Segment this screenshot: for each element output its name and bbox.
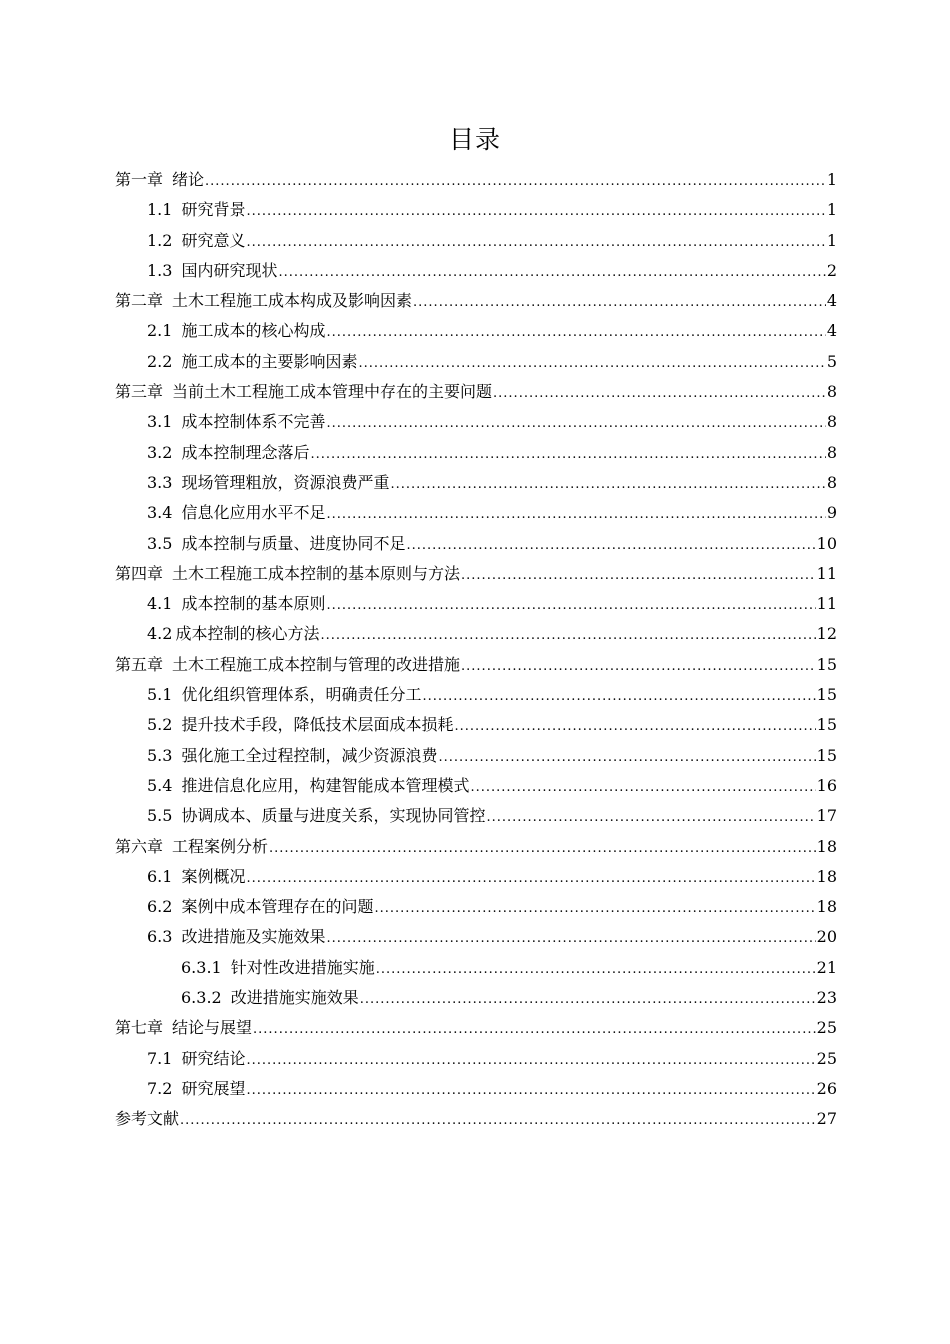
toc-list	[115, 165, 837, 1135]
toc-entry[interactable]	[115, 953, 837, 983]
toc-entry-page: 4	[826, 291, 837, 311]
toc-entry-label	[147, 771, 469, 801]
toc-entry-title: 改进措施实施效果	[230, 988, 359, 1008]
toc-dot-leader	[326, 498, 825, 530]
toc-entry-label	[115, 286, 412, 316]
page-title: 目录	[448, 125, 501, 154]
toc-entry-number: 1.2	[147, 230, 173, 250]
toc-entry-title: 优化组织管理体系，明确责任分工	[181, 685, 422, 705]
toc-entry-title: 协调成本、质量与进度关系，实现协同管控	[181, 806, 486, 826]
toc-entry-label	[147, 256, 277, 286]
toc-entry-label	[147, 1074, 245, 1104]
toc-entry-number: 2.1	[147, 321, 173, 341]
toc-entry-page: 8	[826, 442, 837, 462]
toc-entry-number: 5.2	[147, 715, 173, 735]
toc-entry-page: 23	[816, 988, 837, 1008]
toc-dot-leader	[310, 438, 825, 470]
toc-entry-label	[147, 922, 325, 952]
toc-entry-label	[115, 377, 492, 407]
toc-entry[interactable]	[115, 619, 837, 649]
toc-entry-page: 2	[826, 260, 837, 280]
toc-dot-leader	[326, 922, 815, 954]
toc-entry-label	[181, 983, 359, 1013]
toc-entry-title: 土木工程施工成本控制与管理的改进措施	[172, 654, 461, 674]
toc-dot-leader	[422, 680, 815, 712]
toc-entry[interactable]	[115, 256, 837, 286]
toc-entry[interactable]	[115, 680, 837, 710]
toc-entry-title: 案例中成本管理存在的问题	[181, 897, 374, 917]
toc-dot-leader	[406, 529, 815, 561]
toc-entry-number: 3.2	[147, 442, 173, 462]
toc-entry-page: 17	[816, 806, 837, 826]
toc-entry-label	[147, 468, 389, 498]
toc-entry-title: 国内研究现状	[181, 260, 278, 280]
toc-entry-page: 18	[816, 897, 837, 917]
toc-dot-leader	[246, 1044, 815, 1076]
toc-entry-label	[181, 953, 375, 983]
toc-entry[interactable]	[115, 892, 837, 922]
toc-entry-label	[147, 892, 373, 922]
toc-dot-leader	[246, 862, 815, 894]
toc-dot-leader	[320, 619, 815, 651]
toc-entry-title: 成本控制的基本原则	[181, 594, 326, 614]
toc-entry-number: 7.1	[147, 1048, 173, 1068]
toc-entry[interactable]	[115, 1074, 837, 1104]
toc-entry-page: 26	[816, 1078, 837, 1098]
toc-entry[interactable]	[115, 801, 837, 831]
toc-entry-number: 4.1	[147, 594, 173, 614]
toc-entry-title: 信息化应用水平不足	[181, 503, 326, 523]
toc-entry[interactable]	[115, 771, 837, 801]
toc-entry[interactable]	[115, 407, 837, 437]
toc-dot-leader	[326, 316, 825, 348]
toc-entry-title: 施工成本的主要影响因素	[181, 351, 358, 371]
toc-entry[interactable]	[115, 529, 837, 559]
toc-entry-label	[147, 498, 325, 528]
toc-entry-title: 针对性改进措施实施	[230, 957, 375, 977]
toc-entry-label	[147, 801, 485, 831]
toc-dot-leader	[360, 983, 816, 1015]
toc-entry-title: 土木工程施工成本控制的基本原则与方法	[172, 563, 461, 583]
toc-entry-title: 改进措施及实施效果	[181, 927, 326, 947]
toc-entry-label	[147, 529, 405, 559]
toc-entry-page: 1	[826, 230, 837, 250]
toc-entry-page: 4	[826, 321, 837, 341]
toc-entry-label	[147, 195, 245, 225]
toc-dot-leader	[358, 347, 825, 379]
toc-dot-leader	[269, 832, 816, 864]
toc-entry-number: 3.5	[147, 533, 173, 553]
toc-entry[interactable]	[115, 589, 837, 619]
toc-entry-number: 第四章	[115, 563, 164, 583]
toc-entry[interactable]	[115, 1104, 837, 1134]
toc-entry[interactable]	[115, 226, 837, 256]
toc-entry-page: 11	[816, 594, 837, 614]
toc-dot-leader	[180, 1104, 816, 1136]
toc-entry-page: 8	[826, 472, 837, 492]
toc-entry-title: 提升技术手段，降低技术层面成本损耗	[181, 715, 454, 735]
toc-entry-title: 研究展望	[181, 1078, 246, 1098]
toc-entry-label	[115, 650, 460, 680]
toc-entry-label	[147, 316, 325, 346]
toc-entry-page: 11	[816, 563, 837, 583]
toc-entry-page: 18	[816, 836, 837, 856]
toc-entry-number: 4.2	[147, 624, 173, 644]
toc-dot-leader	[461, 559, 816, 591]
toc-entry-label	[147, 619, 319, 649]
toc-dot-leader	[493, 377, 826, 409]
toc-entry-number: 6.3.2	[181, 988, 222, 1008]
toc-entry-title: 工程案例分析	[172, 836, 269, 856]
toc-entry-number: 6.3.1	[181, 957, 222, 977]
toc-entry-title: 成本控制的核心方法	[175, 624, 320, 644]
toc-dot-leader	[390, 468, 825, 500]
toc-dot-leader	[470, 771, 815, 803]
toc-entry-page: 18	[816, 866, 837, 886]
toc-dot-leader	[246, 195, 825, 227]
toc-entry-title: 推进信息化应用，构建智能成本管理模式	[181, 775, 470, 795]
toc-entry-title: 研究结论	[181, 1048, 246, 1068]
toc-dot-leader	[376, 953, 816, 985]
toc-entry-title: 当前土木工程施工成本管理中存在的主要问题	[172, 382, 493, 402]
toc-dot-leader	[454, 710, 815, 742]
toc-entry-page: 15	[816, 745, 837, 765]
toc-entry-page: 12	[816, 624, 837, 644]
toc-dot-leader	[326, 407, 825, 439]
toc-entry[interactable]	[115, 347, 837, 377]
toc-entry-label	[147, 741, 437, 771]
toc-dot-leader	[486, 801, 815, 833]
toc-entry-page: 15	[816, 715, 837, 735]
toc-entry-title: 施工成本的核心构成	[181, 321, 326, 341]
toc-entry-title: 现场管理粗放，资源浪费严重	[181, 472, 390, 492]
toc-entry[interactable]	[115, 1013, 837, 1043]
toc-entry-title: 参考文献	[115, 1109, 180, 1129]
toc-entry[interactable]	[115, 559, 837, 589]
toc-entry-number: 6.2	[147, 897, 173, 917]
toc-entry-page: 20	[816, 927, 837, 947]
toc-entry[interactable]	[115, 468, 837, 498]
toc-entry-number: 3.4	[147, 503, 173, 523]
toc-entry-title: 结论与展望	[172, 1018, 253, 1038]
toc-entry-number: 第一章	[115, 170, 164, 189]
toc-entry-number: 第五章	[115, 654, 164, 674]
toc-entry[interactable]	[115, 983, 837, 1013]
toc-entry-number: 第六章	[115, 836, 164, 856]
toc-entry-label	[115, 1013, 252, 1043]
toc-entry[interactable]	[115, 710, 837, 740]
toc-entry-number: 6.3	[147, 927, 173, 947]
toc-entry-title: 强化施工全过程控制，减少资源浪费	[181, 745, 438, 765]
toc-entry-title: 成本控制理念落后	[181, 442, 310, 462]
toc-dot-leader	[246, 226, 825, 258]
toc-entry-number: 5.4	[147, 775, 173, 795]
toc-entry-number: 6.1	[147, 866, 173, 886]
toc-entry-page: 1	[826, 170, 837, 189]
toc-entry-page: 15	[816, 685, 837, 705]
toc-entry-title: 案例概况	[181, 866, 246, 886]
toc-entry-number: 第七章	[115, 1018, 164, 1038]
toc-entry-label	[147, 347, 357, 377]
toc-entry[interactable]	[115, 165, 837, 195]
toc-entry-page: 27	[816, 1109, 837, 1129]
toc-entry-number: 5.3	[147, 745, 173, 765]
toc-entry-title: 土木工程施工成本构成及影响因素	[172, 291, 413, 311]
toc-entry-title: 研究意义	[181, 230, 246, 250]
toc-entry-label	[147, 226, 245, 256]
toc-entry-number: 3.1	[147, 412, 173, 432]
toc-entry-number: 第三章	[115, 382, 164, 402]
toc-entry-page: 9	[826, 503, 837, 523]
toc-entry-number: 5.5	[147, 806, 173, 826]
toc-entry-number: 2.2	[147, 351, 173, 371]
toc-entry-page: 8	[826, 412, 837, 432]
toc-entry-number: 5.1	[147, 685, 173, 705]
toc-entry-label	[147, 407, 325, 437]
toc-entry-title: 研究背景	[181, 200, 246, 220]
toc-entry-page: 16	[816, 775, 837, 795]
toc-entry-number: 第二章	[115, 291, 164, 311]
toc-entry[interactable]	[115, 741, 837, 771]
toc-entry-label	[115, 559, 460, 589]
toc-entry-page: 25	[816, 1048, 837, 1068]
toc-entry[interactable]	[115, 1044, 837, 1074]
toc-entry-label	[115, 165, 204, 195]
toc-entry-page: 15	[816, 654, 837, 674]
toc-entry[interactable]	[115, 377, 837, 407]
toc-entry-page: 1	[826, 200, 837, 220]
toc-entry-label	[147, 438, 309, 468]
toc-entry-label	[115, 832, 268, 862]
toc-entry[interactable]	[115, 862, 837, 892]
toc-entry-number: 1.1	[147, 200, 173, 220]
toc-entry-page: 10	[816, 533, 837, 553]
toc-entry-label	[147, 1044, 245, 1074]
toc-entry-label	[147, 680, 421, 710]
toc-dot-leader	[326, 589, 815, 621]
toc-entry-label	[147, 710, 453, 740]
toc-dot-leader	[278, 256, 825, 288]
toc-entry[interactable]	[115, 832, 837, 862]
toc-dot-leader	[253, 1013, 816, 1045]
toc-entry[interactable]	[115, 286, 837, 316]
toc-entry-number: 7.2	[147, 1078, 173, 1098]
toc-entry-page: 25	[816, 1018, 837, 1038]
toc-entry-page: 21	[816, 957, 837, 977]
toc-dot-leader	[205, 165, 826, 197]
toc-entry-number: 3.3	[147, 472, 173, 492]
toc-entry[interactable]	[115, 438, 837, 468]
toc-entry[interactable]	[115, 650, 837, 680]
toc-entry[interactable]	[115, 195, 837, 225]
toc-dot-leader	[246, 1074, 815, 1106]
toc-entry-page: 8	[826, 382, 837, 402]
toc-entry-title: 成本控制体系不完善	[181, 412, 326, 432]
toc-entry[interactable]	[115, 922, 837, 952]
toc-dot-leader	[413, 286, 826, 318]
toc-dot-leader	[374, 892, 815, 924]
toc-entry-title: 成本控制与质量、进度协同不足	[181, 533, 406, 553]
toc-entry-number: 1.3	[147, 260, 173, 280]
toc-entry-label	[147, 589, 325, 619]
toc-entry-page: 5	[826, 351, 837, 371]
toc-dot-leader	[461, 650, 816, 682]
toc-entry-title: 绪论	[172, 170, 205, 189]
toc-entry-label	[147, 862, 245, 892]
toc-dot-leader	[438, 741, 815, 773]
toc-entry[interactable]	[115, 316, 837, 346]
toc-entry[interactable]	[115, 498, 837, 528]
toc-entry-label	[115, 1104, 179, 1134]
